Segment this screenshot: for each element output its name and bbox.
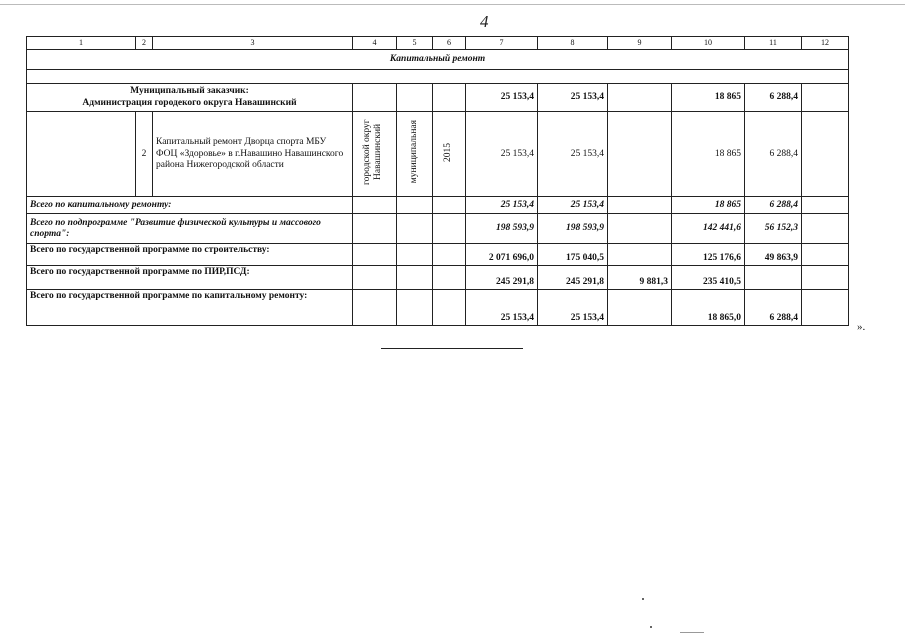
- total-design-row: [27, 266, 849, 290]
- column-number: 12: [802, 37, 849, 50]
- column-number: 4: [353, 37, 397, 50]
- spacer-row: [27, 70, 849, 84]
- item-ownership-cell: [397, 112, 433, 197]
- cell-col-9: [608, 214, 672, 244]
- cell-col-10: 18 865: [672, 112, 745, 197]
- column-number: 6: [433, 37, 466, 50]
- cell-col-7: 25 153,4: [466, 197, 538, 214]
- customer-name: Администрация городекого округа Навашинский: [82, 97, 297, 108]
- total-label: Всего по государственной программе по капитальному ремонту:: [27, 290, 353, 326]
- empty-cell: [397, 266, 433, 290]
- cell-col-9: [608, 244, 672, 266]
- cell-col-8: 245 291,8: [538, 266, 608, 290]
- cell-col-11: [745, 266, 802, 290]
- section-title-row: [27, 50, 849, 70]
- page-top-edge-line: [0, 4, 905, 5]
- empty-cell: [433, 244, 466, 266]
- cell-col-7: 25 153,4: [466, 112, 538, 197]
- cell-col-9: [608, 112, 672, 197]
- cell-col-8: 25 153,4: [538, 112, 608, 197]
- cell-col-8: 25 153,4: [538, 290, 608, 326]
- total-subprogram-row: [27, 214, 849, 244]
- item-row: [27, 112, 849, 197]
- cell-col-10: 18 865: [672, 84, 745, 112]
- total-construction-row: [27, 244, 849, 266]
- total-label: Всего по государственной программе по ПИР,ПСД:: [27, 266, 353, 290]
- closing-rule-line: [381, 348, 523, 349]
- cell-col-10: 142 441,6: [672, 214, 745, 244]
- cell-col-12: [802, 266, 849, 290]
- cell-col-12: [802, 84, 849, 112]
- item-ownership: муниципальная: [408, 120, 419, 184]
- total-label: Всего по капитальному ремонту:: [27, 197, 353, 214]
- section-title: Капитальный ремонт: [27, 50, 849, 70]
- column-number: 9: [608, 37, 672, 50]
- cell-col-8: 175 040,5: [538, 244, 608, 266]
- cell-col-9: [608, 290, 672, 326]
- cell-col-12: [802, 197, 849, 214]
- empty-cell: [433, 197, 466, 214]
- empty-cell: [353, 214, 397, 244]
- cell-col-12: [802, 290, 849, 326]
- column-number: 7: [466, 37, 538, 50]
- cell-col-11: 6 288,4: [745, 112, 802, 197]
- cell-col-11: 6 288,4: [745, 290, 802, 326]
- customer-label: Муниципальный заказчик:: [130, 86, 249, 97]
- column-number-row: [27, 37, 849, 50]
- item-number: 2: [136, 112, 153, 197]
- cell-col-9: 9 881,3: [608, 266, 672, 290]
- cell-col-10: 18 865,0: [672, 290, 745, 326]
- spacer-cell: [27, 70, 849, 84]
- column-number: 8: [538, 37, 608, 50]
- customer-cell: [27, 84, 353, 112]
- empty-cell: [433, 84, 466, 112]
- empty-cell: [397, 244, 433, 266]
- closing-quote-mark: ».: [857, 321, 866, 333]
- capital-repair-table: [26, 36, 849, 326]
- column-number: 1: [27, 37, 136, 50]
- cell-col-9: [608, 197, 672, 214]
- cell-col-11: 56 152,3: [745, 214, 802, 244]
- item-year: 2015: [443, 142, 454, 162]
- empty-cell: [353, 266, 397, 290]
- total-label: Всего по подпрограмме "Развитие физической культуры и массового спорта":: [27, 214, 353, 244]
- cell-col-7: 245 291,8: [466, 266, 538, 290]
- cell-col-7: 25 153,4: [466, 84, 538, 112]
- total-capital-repair-row: [27, 197, 849, 214]
- cell-col-7: 25 153,4: [466, 290, 538, 326]
- empty-cell: [433, 290, 466, 326]
- cell-col-8: 25 153,4: [538, 197, 608, 214]
- scan-speck: [650, 626, 652, 628]
- cell-col-9: [608, 84, 672, 112]
- column-number: 5: [397, 37, 433, 50]
- empty-cell: [397, 214, 433, 244]
- column-number: 2: [136, 37, 153, 50]
- item-location-cell: [353, 112, 397, 197]
- item-location: городской округ Навашинский: [361, 119, 383, 185]
- cell-col-10: 235 410,5: [672, 266, 745, 290]
- item-year-cell: [433, 112, 466, 197]
- page-number: 4: [480, 12, 489, 31]
- cell-col-12: [802, 112, 849, 197]
- cell-col-7: 198 593,9: [466, 214, 538, 244]
- cell-col-8: 25 153,4: [538, 84, 608, 112]
- empty-cell: [353, 244, 397, 266]
- scan-speck: [680, 632, 704, 633]
- empty-cell: [353, 84, 397, 112]
- empty-cell: [433, 266, 466, 290]
- column-number: 11: [745, 37, 802, 50]
- empty-cell: [353, 290, 397, 326]
- cell-col-10: 125 176,6: [672, 244, 745, 266]
- cell-col-8: 198 593,9: [538, 214, 608, 244]
- total-capital-program-row: [27, 290, 849, 326]
- cell-col-12: [802, 214, 849, 244]
- cell-col-7: 2 071 696,0: [466, 244, 538, 266]
- empty-cell: [397, 84, 433, 112]
- item-description: Капитальный ремонт Дворца спорта МБУ ФОЦ «Здоровье» в г.Навашино Навашинского района Нижегородской области: [153, 112, 353, 197]
- cell-col-11: 6 288,4: [745, 197, 802, 214]
- cell-col-10: 18 865: [672, 197, 745, 214]
- empty-cell: [397, 197, 433, 214]
- cell-col-11: 49 863,9: [745, 244, 802, 266]
- column-number: 3: [153, 37, 353, 50]
- scan-speck: [642, 598, 644, 600]
- empty-cell: [353, 197, 397, 214]
- cell-col-12: [802, 244, 849, 266]
- customer-row: [27, 84, 849, 112]
- empty-cell: [433, 214, 466, 244]
- total-label: Всего по государственной программе по строительству:: [27, 244, 353, 266]
- cell-col-11: 6 288,4: [745, 84, 802, 112]
- empty-cell: [397, 290, 433, 326]
- empty-cell: [27, 112, 136, 197]
- column-number: 10: [672, 37, 745, 50]
